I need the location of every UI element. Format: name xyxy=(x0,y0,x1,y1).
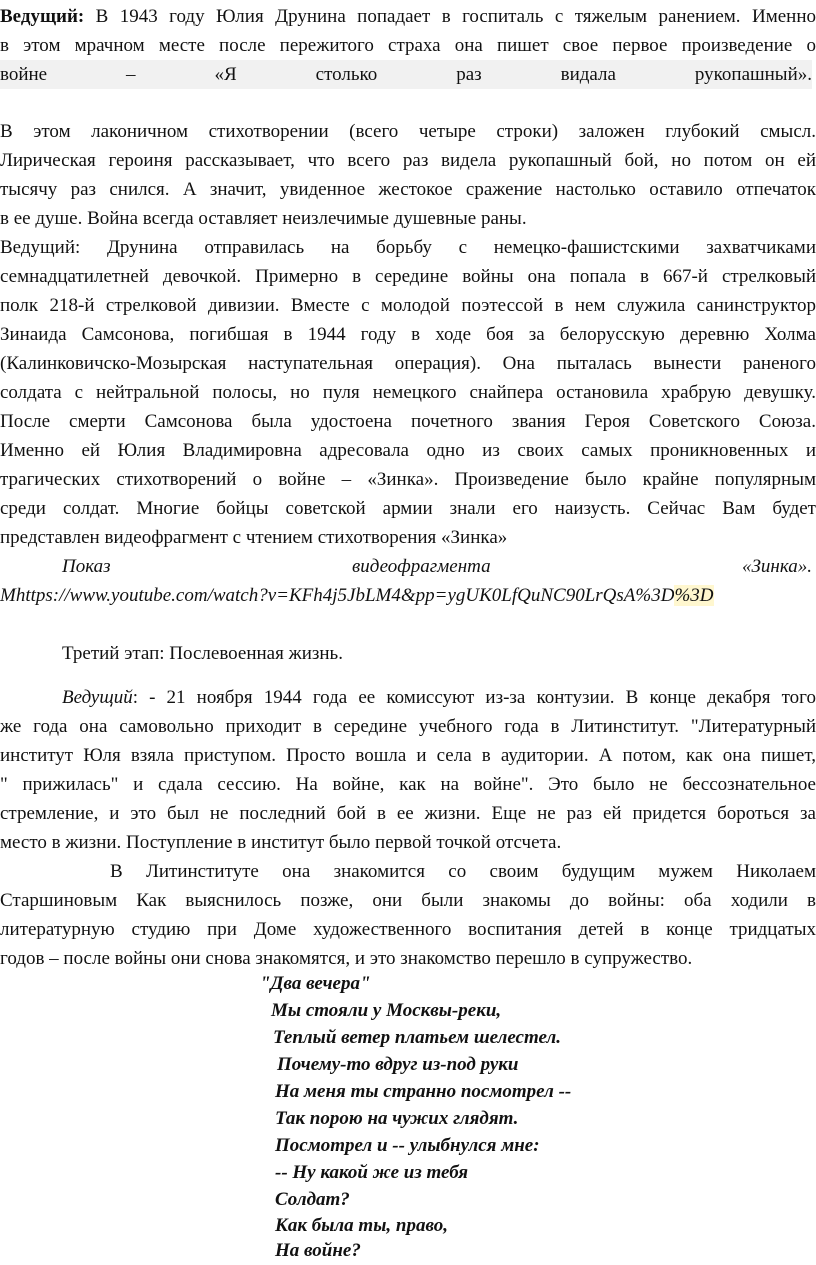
p2-line-1: В этом лаконичном стихотворении (всего четыре строки) заложен глубокий смысл. xyxy=(0,121,816,142)
p3-line-2: семнадцатилетней девочкой. Примерно в середине войны она попала в 667-й стрелковый xyxy=(0,266,816,287)
highlighted-fragment: %3D xyxy=(674,585,714,606)
p5-line-3: литературную студию при Доме художественного воспитания детей в конце тридцатых xyxy=(0,919,816,940)
poem-line: Солдат? xyxy=(275,1189,350,1210)
speaker-label: Ведущий: xyxy=(0,6,85,27)
p5-line-1: В Литинституте она знакомится со своим будущим мужем Николаем xyxy=(110,861,816,882)
p5-line-2: Старшиновым Как выяснилось позже, они были знакомы до войны: оба ходили в xyxy=(0,890,816,911)
p1-line-3: войне – «Я столько раз видала рукопашный». xyxy=(0,60,812,89)
poem-line: Теплый ветер платьем шелестел. xyxy=(273,1027,561,1048)
video-link[interactable]: Mhttps://www.youtube.com/watch?v=KFh4j5JbLM4&pp=ygUK0LfQuNC90LrQsA%3D%3D xyxy=(0,585,714,606)
p3-line-6: солдата с нейтральной полосы, но пуля немецкого снайпера остановила храбрую девушку. xyxy=(0,382,816,403)
poem-line: Мы стояли у Москвы-реки, xyxy=(271,1000,502,1021)
p4-line-6: место в жизни. Поступление в институт было первой точкой отсчета. xyxy=(0,832,562,853)
p5-line-4: годов – после войны они снова знакомятся, и это знакомство перешло в супружество. xyxy=(0,948,693,969)
p3-line-11: представлен видеофрагмент с чтением стихотворения «Зинка» xyxy=(0,527,508,548)
poem-line: Посмотрел и -- улыбнулся мне: xyxy=(275,1135,540,1156)
poem-line: -- Ну какой же из тебя xyxy=(275,1162,469,1183)
p3-line-7: После смерти Самсонова была удостоена почетного звания Героя Советского Союза. xyxy=(0,411,816,432)
p3-line-3: полк 218-й стрелковой дивизии. Вместе с молодой поэтессой в нем служила санинструктор xyxy=(0,295,816,316)
poem-line: На меня ты странно посмотрел -- xyxy=(275,1081,572,1102)
stage-heading: Третий этап: Послевоенная жизнь. xyxy=(62,643,343,664)
poem-title: "Два вечера" xyxy=(260,973,371,994)
p3-line-4: Зинаида Самсонова, погибшая в 1944 году в ходе боя за белорусскую деревню Холма xyxy=(0,324,816,345)
p3-line-1: Ведущий: Друнина отправилась на борьбу с немецко-фашистскими захватчиками xyxy=(0,237,816,258)
p2-line-4: в ее душе. Война всегда оставляет неизлечимые душевные раны. xyxy=(0,208,527,229)
poem-line: Почему-то вдруг из-под руки xyxy=(277,1054,519,1075)
p4-line-4: " прижилась" и сдала сессию. На войне, как на войне". Это было не бессознательное xyxy=(0,774,816,795)
p4-line-2: же года она самовольно приходит в середине учебного года в Литинститут. "Литературный xyxy=(0,716,816,737)
poem-line: Так порою на чужих глядят. xyxy=(275,1108,519,1129)
p3-line-10: среди солдат. Многие бойцы советской армии знали его наизусть. Сейчас Вам будет xyxy=(0,498,816,519)
poem-line: На войне? xyxy=(275,1240,361,1261)
p1-line-2: в этом мрачном месте после пережитого страха она пишет свое первое произведение о xyxy=(0,35,816,56)
p4-line-5: стремление, и это был не последний бой в ее жизни. Еще не раз ей придется бороться за xyxy=(0,803,816,824)
p3-line-8: Именно ей Юлия Владимировна адресовала одно из своих самых проникновенных и xyxy=(0,440,816,461)
p3-line-5: (Калинковичско-Мозырская наступательная операция). Она пыталась вынести раненого xyxy=(0,353,816,374)
p2-line-3: тысячу раз снился. А значит, увиденное жестокое сражение настолько оставило отпечаток xyxy=(0,179,816,200)
speaker-label-italic: Ведущий xyxy=(62,687,133,708)
p1-line-1: Ведущий: В 1943 году Юлия Друнина попадает в госпиталь с тяжелым ранением. Именно xyxy=(0,6,816,27)
p4-line-1: Ведущий: - 21 ноября 1944 года ее комиссуют из-за контузии. В конце декабря того xyxy=(62,687,816,708)
video-caption: Показ видеофрагмента «Зинка». xyxy=(62,556,812,577)
p2-line-2: Лирическая героиня рассказывает, что всего раз видела рукопашный бой, но потом он ей xyxy=(0,150,816,171)
p4-line-3: институт Юля взяла приступом. Просто вошла и села в аудитории. А потом, как она пишет, xyxy=(0,745,816,766)
p3-line-9: трагических стихотворений о войне – «Зинка». Произведение было крайне популярным xyxy=(0,469,816,490)
poem-line: Как была ты, право, xyxy=(275,1215,448,1236)
